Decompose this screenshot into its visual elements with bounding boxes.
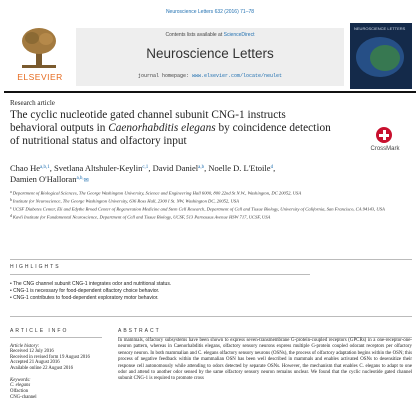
section-divider [10,259,412,260]
author-affiliation-marker[interactable]: a,b,1 [39,165,50,170]
author-list [10,163,350,186]
affiliation-item [10,213,412,221]
article-info-heading: ARTICLE INFO [10,328,69,334]
sciencedirect-link[interactable]: ScienceDirect [223,32,255,38]
keyword: CNG-channel [10,395,37,401]
section-divider [10,337,102,338]
title-text: by coincidence detection of nutritional status and olfactory input [10,122,331,147]
keyword: C. elegans [10,383,31,389]
affiliation-key: c [10,205,12,210]
highlights-list [10,281,310,301]
keywords-label: Keywords: [10,378,31,384]
history-item: Available online 22 August 2016 [10,366,74,372]
affiliation-text: Kavli Institute for Fundamental Neuroscience, Department of Cell and Tissue Biology, UCSF, 513 Parnassus Avenue HSW 717, UCSF, USA [12,214,271,220]
journal-banner [76,28,344,86]
author-affiliation-marker[interactable]: c,1 [142,165,149,170]
author-link[interactable]: Noelle D. L'Etoile [208,163,271,173]
highlights-heading: HIGHLIGHTS [10,264,61,270]
crossmark-icon [376,127,392,143]
affiliation-key: a [10,190,12,194]
highlight-text: CNG-1 contributes to food-dependent exploratory motor behavior. [13,294,159,301]
elsevier-logo[interactable] [10,25,68,87]
crossmark-label: CrossMark [370,146,400,152]
highlight-item: • CNG-1 is necessary for food-dependent olfactory choice behavior. [10,287,160,294]
affiliation-text: UCSF Diabetes Center, Eli and Edythe Broad Center of Regeneration Medicine and Stem Cell Research, Department of Cell and Tissue Biology, University of California, San Francisco, CA 94143, USA [12,206,385,212]
affiliation-text: Institute for Neuroscience, The George Washington University, 636 Ross Hall, 2300 I St. NW, Washington DC, 20052, USA [12,198,239,204]
affiliation-item [10,205,412,213]
history-item: Received 12 July 2016 [10,348,54,354]
abstract-heading: ABSTRACT [118,328,161,334]
envelope-icon[interactable]: ✉ [83,177,89,184]
elsevier-tree-icon [19,27,59,69]
affiliation-key: d [10,213,12,218]
homepage-link[interactable]: www.elsevier.com/locate/neulet [192,73,283,79]
homepage-prefix: journal homepage: [137,73,189,79]
cover-title: NEUROSCIENCE LETTERS [354,26,406,31]
highlight-item: • CNG-1 contributes to food-dependent exploratory motor behavior. [10,294,159,301]
cover-shape [370,45,400,71]
author-separator: , [49,163,54,173]
author-affiliation-marker[interactable]: d [270,165,274,170]
crossmark-badge[interactable] [358,127,412,159]
journal-homepage [76,73,344,79]
publisher-name: ELSEVIER [17,72,63,82]
author-link[interactable]: Chao He [10,163,40,173]
highlight-item: • The CNG channel subunit CNG-1 integrates odor and nutritional status. [10,281,172,287]
author-affiliation-marker[interactable]: a,b, [76,175,84,181]
highlight-text: The CNG channel subunit CNG-1 integrates odor and nutritional status. [13,281,172,287]
header-divider [4,91,416,93]
journal-citation[interactable]: Neuroscience Letters 632 (2016) 71–78 [165,9,255,15]
author-affiliation-marker[interactable]: a,b [198,165,205,170]
affiliation-item [10,189,412,197]
title-text: The cyclic nucleotide gated channel subunit CNG-1 instructs behavioral outputs in [10,109,286,134]
author-separator: , [148,163,153,173]
author-separator: , [204,163,209,173]
article-type: Research article [10,99,55,107]
affiliations [10,189,412,221]
history-item: Accepted 21 August 2016 [10,360,60,366]
affiliation-item [10,197,412,205]
abstract-text: In mammals, olfactory subsystems have been shown to express seven-transmembrane G-protein-coupled receptors (GPCRs) in a one-receptor-one-neuron pattern, whereas in Caenorhabditis elegans, olfactory sensory neurons express multiple G-protein coupled odorant receptors per olfactory sensory neuron. In both mammalian and C. elegans olfactory sensory neurons (OSNs), the process of olfactory adaptation begins within the OSN; this process of negative feedback within the mammalian OSN has been well described in mammals and enables activated OSNs to desensitize their response cell autonomously while attending to odors detected by separate OSNs. However, the mechanism that enables C. elegans to adapt to one odor and attend to another odor sensed by the same olfactory sensory neuron remains unclear. We found that the cyclic nucleotide gated channel subunit CNG-1 is required to promote cross [118,338,412,382]
author-separator: , [273,163,276,173]
author-link[interactable]: Damien O'Halloran [10,173,77,184]
section-divider [10,316,412,317]
author-link[interactable]: Svetlana Altshuler-Keylin [53,163,143,173]
contents-line [76,32,344,38]
contents-prefix: Contents lists available at [165,32,223,38]
keyword: Olfaction [10,389,29,395]
article-info [10,328,102,401]
author-link[interactable]: David Daniel [152,163,199,173]
title-species: Caenorhabditis elegans [108,122,216,134]
highlight-text: CNG-1 is necessary for food-dependent olfactory choice behavior. [13,287,160,294]
abstract-section [118,328,412,382]
affiliation-key: b [10,197,12,202]
section-divider [10,274,310,275]
history-item: Received in revised form 19 August 2016 [10,354,90,360]
affiliation-text: Department of Biological Sciences, The George Washington University, Science and Engineering Hall 6000, 800 22nd St N.W., Washington, DC 20052, USA [12,190,302,196]
journal-title: Neuroscience Letters [146,46,274,61]
history-label: Article history: [10,343,40,349]
journal-cover-image[interactable] [350,23,412,89]
journal-header [4,23,416,89]
article-title [10,109,332,148]
